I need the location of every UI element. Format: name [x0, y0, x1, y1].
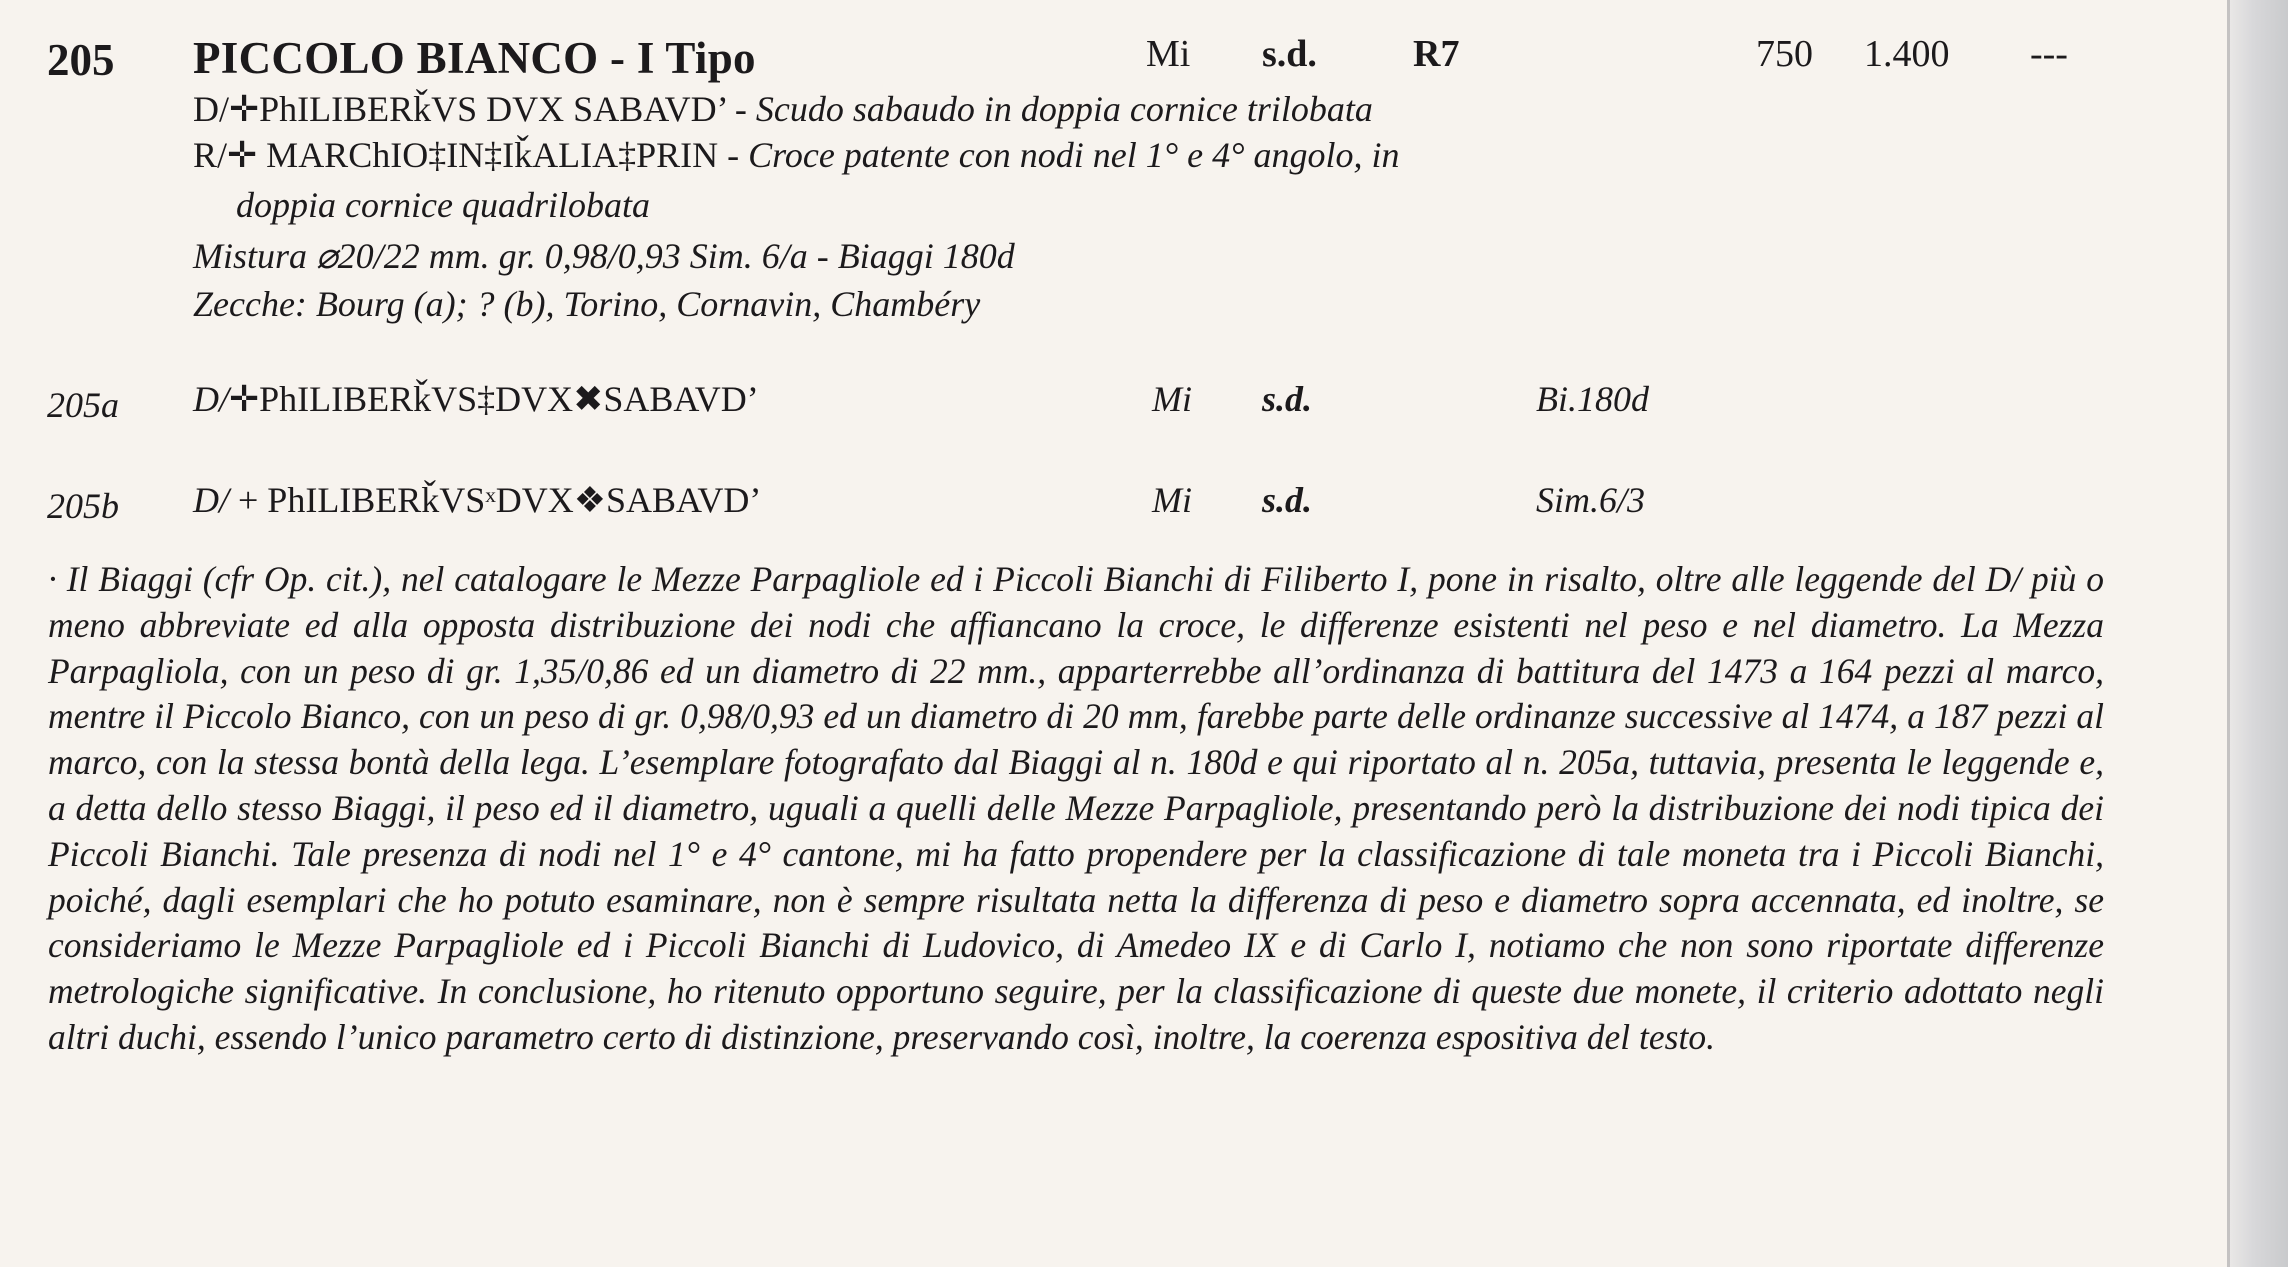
entry-number: 205 [47, 35, 115, 85]
entry-price-1: 750 [1756, 33, 1813, 75]
variant-metal: Mi [1152, 480, 1192, 520]
reverse-legend: R/✛ MARChIO‡IN‡IǩALIA‡PRIN - [193, 135, 749, 175]
variant-date: s.d. [1262, 480, 1313, 520]
variant-legend-text: + PhILIBERǩVSˣDVX❖SABAVD’ [229, 480, 762, 520]
obverse-description: Scudo sabaudo in doppia cornice trilobata [755, 89, 1373, 129]
entry-price-2: 1.400 [1864, 33, 1950, 75]
variant-reference: Bi.180d [1536, 379, 1649, 419]
reverse-description: Croce patente con nodi nel 1° e 4° angolo, in [748, 135, 1400, 175]
technical-details: Mistura ⌀20/22 mm. gr. 0,98/0,93 Sim. 6/a - Biaggi 180d [193, 236, 1015, 276]
obverse-line [193, 88, 1373, 130]
variant-legend: D/ + PhILIBERǩVSˣDVX❖SABAVD’ [193, 480, 762, 520]
variant-legend-text: ✛PhILIBERǩVS‡DVX✖SABAVD’ [229, 379, 759, 419]
entry-metal: Mi [1146, 33, 1191, 75]
variant-metal: Mi [1152, 379, 1192, 419]
variant-date: s.d. [1262, 379, 1313, 419]
entry-rarity: R7 [1413, 33, 1460, 75]
mints-line: Zecche: Bourg (a); ? (b), Torino, Cornavin, Chambéry [193, 284, 981, 324]
reverse-description-continued: doppia cornice quadrilobata [236, 185, 650, 225]
entry-title: PICCOLO BIANCO - I Tipo [193, 33, 756, 83]
variant-legend: D/✛PhILIBERǩVS‡DVX✖SABAVD’ [193, 379, 759, 419]
variant-reference: Sim.6/3 [1536, 480, 1646, 520]
obverse-legend: D/✛PhILIBERǩVS DVX SABAVD’ - [193, 89, 756, 129]
variant-number: 205b [47, 486, 119, 526]
note-paragraph: · Il Biaggi (cfr Op. cit.), nel catalogare le Mezze Parpagliole ed i Piccoli Bianchi di Filiberto I, pone in risalto, oltre alle leggende del D/ più o meno abbreviate ed alla opposta distribuzione dei nodi che affiancano la croce, le differenze esistenti nel peso e nel diametro. La Mezza Parpagliola, con un peso di gr. 1,35/0,86 ed un diametro di 22 mm., apparterrebbe all’ordinanza di battitura del 1473 a 164 pezzi al marco, mentre il Piccolo Bianco, con un peso di gr. 0,98/0,93 ed un diametro di 20 mm, farebbe parte delle ordinanze successive al 1474, a 187 pezzi al marco, con la stessa bontà della lega. L’esemplare fotografato dal Biaggi al n. 180d e qui riportato al n. 205a, tuttavia, presenta le leggende e, a detta dello stesso Biaggi, il peso ed il diametro, uguali a quelli delle Mezze Parpagliole, presentando però la distribuzione dei nodi tipica dei Piccoli Bianchi. Tale presenza di nodi nel 1° e 4° cantone, mi ha fatto propendere per la classificazione di tale moneta tra i Piccoli Bianchi, poiché, dagli esemplari che ho potuto esaminare, non è sempre risultata netta la differenza di peso e diametro sopra accennata, ed inoltre, se consideriamo le Mezze Parpagliole ed i Piccoli Bianchi di Ludovico, di Amedeo IX e di Carlo I, notiamo che non sono riportate differenze metrologiche significative. In conclusione, ho ritenuto opportuno seguire, per la classificazione di queste due monete, il criterio adottato negli altri duchi, essendo l’unico parametro certo di distinzione, preservando così, inoltre, la coerenza espositiva del testo. [48, 559, 2104, 1057]
variant-number: 205a [47, 385, 119, 425]
entry-date: s.d. [1262, 33, 1317, 75]
page-edge [2230, 0, 2288, 1267]
entry-price-3: --- [2030, 33, 2068, 75]
reverse-line [193, 134, 1400, 176]
